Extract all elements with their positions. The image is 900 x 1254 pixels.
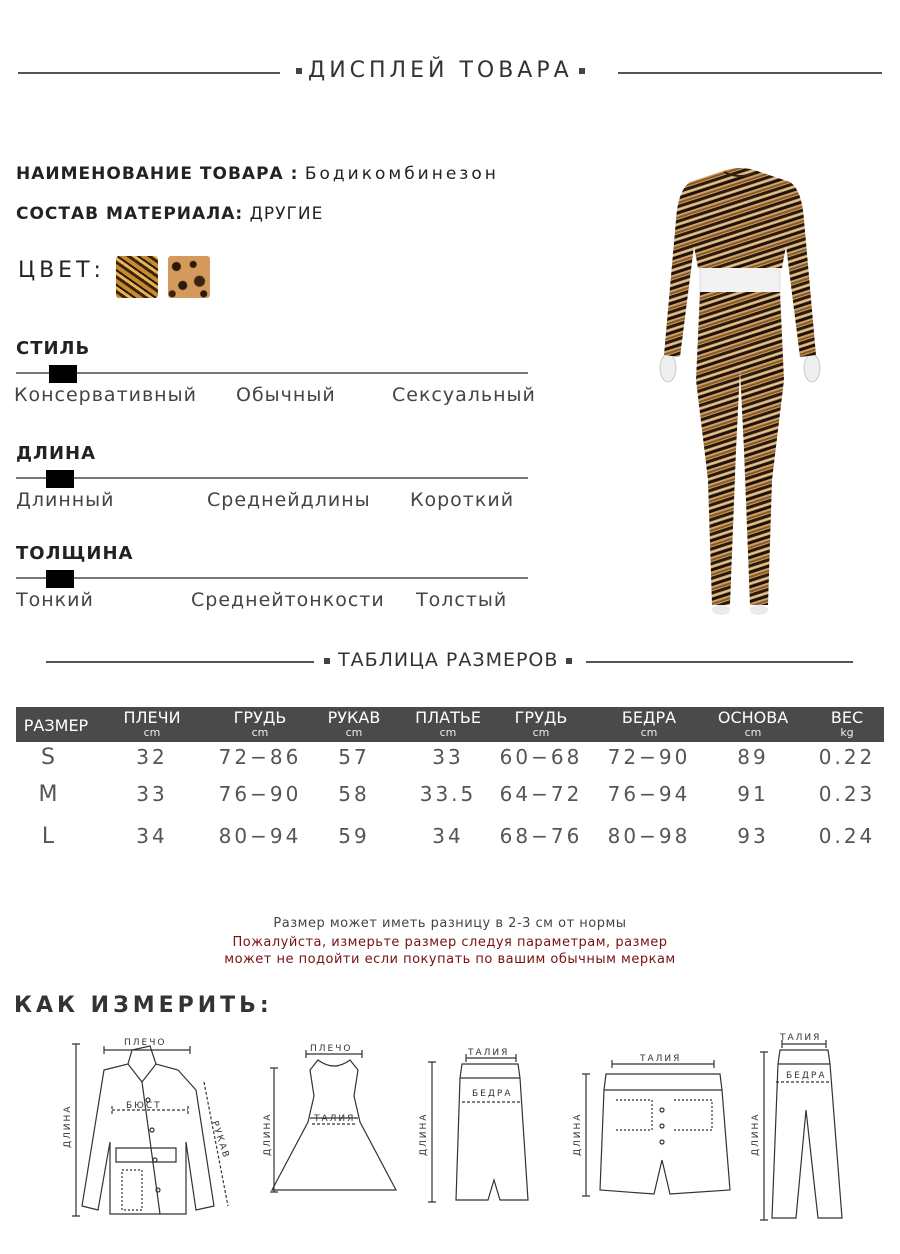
table-header-cell: РУКАВ cm — [327, 708, 381, 739]
table-cell: 93 — [737, 824, 769, 848]
style-label: СТИЛЬ — [16, 338, 91, 359]
swatch-leopard[interactable] — [168, 256, 210, 298]
size-rule-right — [586, 661, 853, 663]
display-rule-left — [18, 72, 280, 74]
table-cell: 57 — [338, 745, 370, 769]
table-cell: 80−94 — [218, 824, 302, 848]
note-warning-1: Пожалуйста, измерьте размер следуя параметрам, размер — [232, 935, 668, 950]
table-size-cell: M — [38, 782, 58, 807]
table-header-cell: ПЛАТЬЕ cm — [415, 708, 481, 739]
jacket-diagram — [72, 1044, 228, 1216]
style-option: Сексуальный — [392, 384, 536, 406]
table-cell: 0.22 — [818, 745, 876, 769]
product-material — [16, 204, 323, 224]
style-marker — [49, 365, 77, 383]
skirt-waist-label: ТАЛИЯ — [468, 1048, 510, 1058]
table-cell: 60−68 — [499, 745, 583, 769]
product-name-label: НАИМЕНОВАНИЕ ТОВАРА : — [16, 164, 299, 184]
size-section-title: ТАБЛИЦА РАЗМЕРОВ — [316, 649, 580, 671]
table-cell: 58 — [338, 782, 370, 806]
how-to-measure-title: КАК ИЗМЕРИТЬ: — [14, 993, 273, 1018]
jacket-sleeve-label: РУКАВ — [209, 1119, 231, 1161]
table-header-cell: РАЗМЕР — [23, 716, 89, 735]
skirt-diagram — [428, 1054, 528, 1202]
thickness-option: Толстый — [416, 589, 508, 611]
length-option: Короткий — [410, 489, 515, 511]
shorts-diagram — [582, 1060, 730, 1196]
table-cell: 76−90 — [218, 782, 302, 806]
table-cell: 32 — [136, 745, 168, 769]
size-rule-left — [46, 661, 314, 663]
table-cell: 64−72 — [499, 782, 583, 806]
pants-hips-label: БЕДРА — [786, 1071, 827, 1081]
swatch-tiger[interactable] — [116, 256, 158, 298]
pants-waist-label: ТАЛИЯ — [780, 1033, 822, 1043]
product-name-value: Бодикомбинезон — [304, 164, 499, 184]
length-marker — [46, 470, 74, 488]
length-option: Длинный — [16, 489, 115, 511]
table-cell: 72−90 — [607, 745, 691, 769]
thickness-option: Среднейтонкости — [191, 589, 385, 611]
dress-shoulder-label: ПЛЕЧО — [310, 1044, 353, 1054]
table-cell: 80−98 — [607, 824, 691, 848]
table-cell: 34 — [432, 824, 464, 848]
material-label: СОСТАВ МАТЕРИАЛА: — [16, 204, 244, 224]
table-header-cell: ВЕС kg — [830, 708, 864, 739]
skirt-length-label: ДЛИНА — [419, 1112, 429, 1156]
table-cell: 68−76 — [499, 824, 583, 848]
table-cell: 89 — [737, 745, 769, 769]
material-value: ДРУГИЕ — [249, 204, 324, 224]
thickness-marker — [46, 570, 74, 588]
display-section-title: ДИСПЛЕЙ ТОВАРА — [290, 58, 591, 83]
table-cell: 34 — [136, 824, 168, 848]
shorts-length-label: ДЛИНА — [573, 1112, 583, 1156]
style-option: Консервативный — [14, 384, 197, 406]
display-rule-right — [618, 72, 882, 74]
table-size-cell: S — [41, 745, 55, 770]
length-scale-line — [16, 477, 528, 479]
pants-diagram — [760, 1040, 842, 1220]
thickness-label: ТОЛЩИНА — [16, 543, 134, 564]
thickness-option: Тонкий — [16, 589, 94, 611]
jacket-length-label: ДЛИНА — [63, 1104, 73, 1148]
table-cell: 0.23 — [818, 782, 876, 806]
dress-waist-label: ТАЛИЯ — [314, 1114, 356, 1124]
table-cell: 33 — [136, 782, 168, 806]
measurement-diagrams — [0, 1030, 900, 1254]
table-size-cell: L — [41, 824, 55, 849]
product-name — [16, 164, 499, 184]
jacket-bust-label: БЮСТ — [126, 1101, 162, 1111]
style-scale-line — [16, 372, 528, 374]
jacket-shoulder-label: ПЛЕЧО — [124, 1038, 167, 1048]
table-cell: 33 — [432, 745, 464, 769]
table-cell: 33.5 — [419, 782, 477, 806]
shorts-waist-label: ТАЛИЯ — [640, 1054, 682, 1064]
skirt-hips-label: БЕДРА — [472, 1089, 513, 1099]
thickness-scale-line — [16, 577, 528, 579]
table-header-cell: ОСНОВА cm — [717, 708, 789, 739]
length-label: ДЛИНА — [16, 443, 97, 464]
table-header-cell: БЕДРА cm — [621, 708, 677, 739]
style-option: Обычный — [236, 384, 336, 406]
length-option: Среднейдлины — [207, 489, 371, 511]
table-cell: 0.24 — [818, 824, 876, 848]
table-header-cell: ПЛЕЧИ cm — [123, 708, 181, 739]
table-cell: 72−86 — [218, 745, 302, 769]
table-cell: 59 — [338, 824, 370, 848]
note-warning-2: может не подойти если покупать по вашим обычным меркам — [224, 952, 676, 967]
pants-length-label: ДЛИНА — [751, 1112, 761, 1156]
table-cell: 91 — [737, 782, 769, 806]
table-header-cell: ГРУДЬ cm — [233, 708, 287, 739]
color-label: ЦВЕТ: — [18, 258, 105, 283]
product-image — [640, 150, 840, 620]
table-header-cell: ГРУДЬ cm — [514, 708, 568, 739]
table-cell: 76−94 — [607, 782, 691, 806]
dress-length-label: ДЛИНА — [263, 1112, 273, 1156]
note-tolerance: Размер может иметь разницу в 2-3 см от нормы — [273, 916, 627, 931]
